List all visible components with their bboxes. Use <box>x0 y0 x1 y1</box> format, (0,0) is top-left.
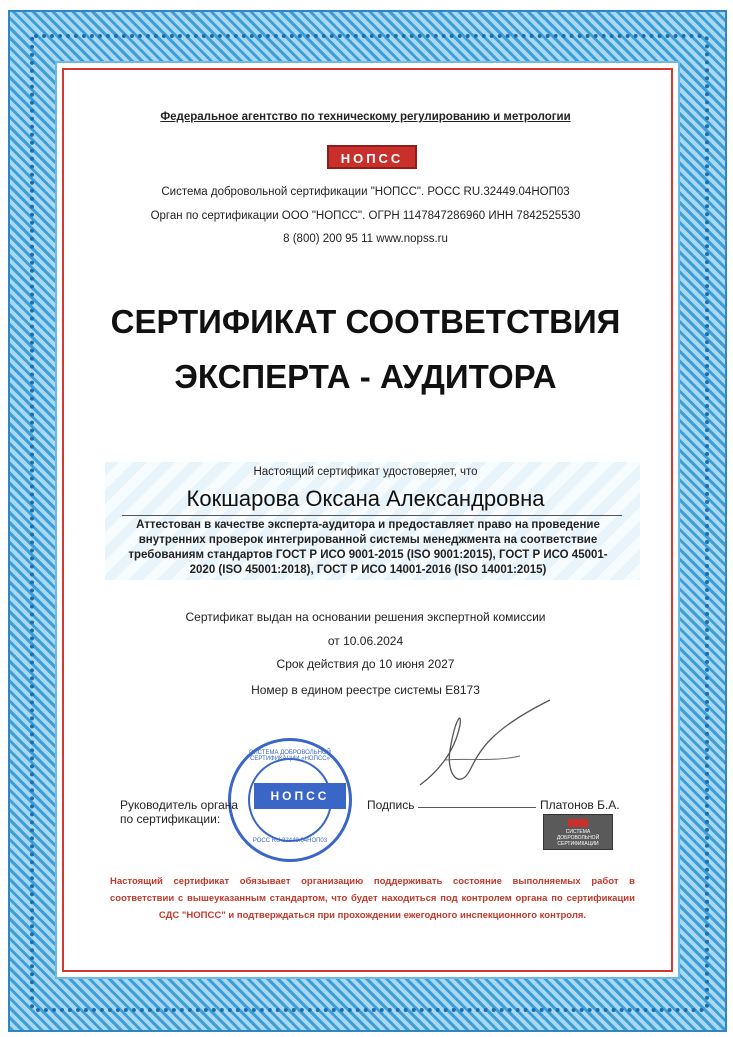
nopss-logo: НОПСС <box>327 145 417 169</box>
certifies-text: Настоящий сертификат удостоверяет, что <box>253 466 478 478</box>
stamp-logo: НОПСС <box>254 783 346 809</box>
stamp-ring-top-text: СИСТЕМА ДОБРОВОЛЬНОЙ СЕРТИФИКАЦИИ «НОПСС» <box>249 750 331 762</box>
name-underline <box>122 515 622 516</box>
mini-logo-red-mark <box>568 819 588 827</box>
validity-text: Срок действия до 10 июня 2027 <box>276 657 455 671</box>
mini-logo-text: СИСТЕМА ДОБРОВОЛЬНОЙ СЕРТИФИКАЦИИ <box>556 829 600 847</box>
basis-text: Сертификат выдан на основании решения экспертной комиссии <box>185 610 546 624</box>
handwritten-signature <box>400 690 570 810</box>
signer-name: Платонов Б.А. <box>540 798 620 812</box>
issue-date: от 10.06.2024 <box>327 634 404 648</box>
holder-name: Кокшарова Оксана Александровна <box>186 486 545 511</box>
certificate-title-line-2: ЭКСПЕРТА - АУДИТОРА <box>174 358 557 395</box>
head-label-line-1: Руководитель органа <box>120 798 239 812</box>
head-label-line-2: по сертификации: <box>120 812 221 826</box>
organ-line: Орган по сертификации ООО "НОПСС". ОГРН 1147847286960 ИНН 7842525530 <box>150 210 581 222</box>
stamp-ring-bottom-text: РОСС RU.32449.04НОП03 <box>252 838 328 844</box>
signature-line <box>418 807 536 808</box>
certificate-title-line-1: СЕРТИФИКАТ СООТВЕТСТВИЯ <box>110 303 621 340</box>
attestation-text: Аттестован в качестве эксперта-аудитора и предоставляет право на проведение внутренних проверок интегрированной системы менеджмента на соответствие требованиям стандартов ГОСТ Р ИСО 9001-2015 (ISO 9001:2015), ГОСТ Р ИСО 45001-2020 (ISO 45001:2018), ГОСТ Р ИСО 14001-2016 (ISO 14001:2015) <box>128 519 608 576</box>
notice-text: Настоящий сертификат обязывает организацию поддерживать состояние выполняемых работ в соответствии с вышеуказанным стандартом, что будет находиться под контролем органа по сертификации СДС "НОПСС" и подтверждаться при прохождении ежегодного инспекционного контроля. <box>110 876 635 921</box>
contact-line: 8 (800) 200 95 11 www.nopss.ru <box>283 233 448 245</box>
system-line: Система добровольной сертификации "НОПСС". РОСС RU.32449.04НОП03 <box>161 186 570 198</box>
signature-label: Подпись <box>367 798 415 812</box>
head-of-organ-label <box>120 798 238 826</box>
agency-name: Федеральное агентство по техническому регулированию и метрологии <box>160 111 571 123</box>
registry-number: Номер в едином реестре системы Е8173 <box>251 683 480 697</box>
sds-mini-logo <box>543 814 613 850</box>
